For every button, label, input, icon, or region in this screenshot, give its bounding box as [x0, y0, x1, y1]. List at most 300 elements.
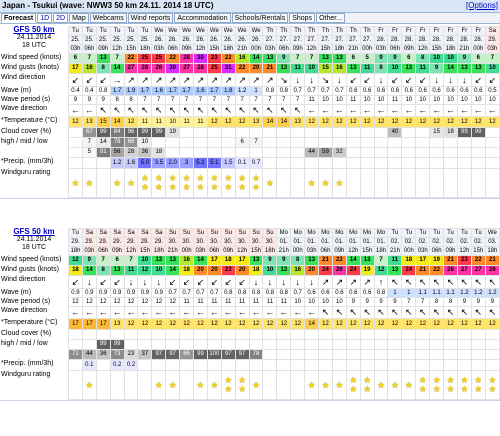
cloud-mid-cell	[416, 340, 430, 350]
star-icon: ★	[251, 173, 261, 183]
direction-arrow-icon: ←	[69, 105, 83, 117]
wave-cell: 0.8	[235, 289, 249, 298]
star-icon: ★	[265, 177, 274, 188]
hours-cell: 06h	[209, 248, 220, 254]
star-icon: ★	[460, 375, 469, 385]
precip-cell: 0.1	[82, 360, 96, 371]
wind-gusts-cell: 13	[402, 64, 416, 74]
precip-cell	[152, 360, 166, 371]
tab-bar	[0, 13, 500, 24]
dates-cell: 30.	[249, 238, 263, 247]
days-cell: Sa	[138, 229, 152, 238]
direction-arrow-icon: ↗	[124, 74, 138, 87]
dates-cell: 30.	[180, 238, 194, 247]
wave-period-cell: 7	[402, 298, 416, 307]
rating-cell	[457, 371, 471, 400]
rating-cell	[319, 371, 333, 400]
hours-cell: 00h	[292, 248, 303, 254]
dates-cell: 26.	[194, 36, 208, 45]
hours-cell: 18h	[223, 46, 234, 52]
tab-webcams[interactable]: Webcams	[90, 13, 127, 23]
wind-gusts-cell: 21	[263, 64, 277, 74]
label-windguru-rating: Windguru rating	[1, 169, 51, 176]
rating-cell	[277, 371, 291, 400]
direction-arrow-icon: ↙	[180, 276, 194, 289]
cloud-mid-cell	[263, 138, 277, 148]
cloud-high-cell	[263, 330, 277, 340]
label-cloud-cover-sub: high / mid / low	[1, 138, 48, 145]
dates-cell: 28.	[388, 36, 402, 45]
wind-speed-cell: 10	[444, 54, 458, 64]
cloud-high-cell	[332, 128, 346, 138]
precip-cell	[263, 158, 277, 169]
direction-arrow-icon: ←	[96, 307, 110, 319]
wave-cell: 0.8	[263, 289, 277, 298]
model-run-utc: 18 UTC	[21, 244, 47, 251]
direction-arrow-icon: ↙	[166, 276, 180, 289]
wind-gusts-cell: 13	[471, 64, 485, 74]
temperature-cell: 13	[249, 117, 263, 128]
days-cell: Mo	[277, 229, 291, 238]
wave-period-cell: 11	[221, 298, 235, 307]
temperature-cell: 12	[402, 319, 416, 330]
dates-cell: 25.	[82, 36, 96, 45]
precip-cell: 2.0	[166, 158, 180, 169]
direction-arrow-icon: ←	[277, 307, 291, 319]
rating-cell	[402, 371, 416, 400]
cloud-high-cell	[402, 128, 416, 138]
wave-cell: 0.9	[110, 289, 124, 298]
dates-cell: 28.	[444, 36, 458, 45]
hours-cell: 15h	[139, 248, 150, 254]
cloud-low-cell	[416, 148, 430, 158]
wave-cell: 0.6	[444, 87, 458, 96]
cloud-mid-cell	[471, 138, 485, 148]
wave-cell: 0.6	[416, 87, 430, 96]
wave-cell: 0.7	[194, 289, 208, 298]
cloud-mid-cell	[485, 340, 499, 350]
temperature-cell: 12	[207, 319, 221, 330]
hours-cell: 15h	[209, 46, 220, 52]
direction-arrow-icon: ↖	[346, 307, 360, 319]
wind-speed-cell: 17	[416, 256, 430, 266]
precip-cell	[416, 158, 430, 169]
cloud-high-cell	[69, 330, 83, 340]
precip-cell	[82, 158, 96, 169]
precip-cell: 1.2	[110, 158, 124, 169]
dates-cell: 25.	[124, 36, 138, 45]
temperature-cell: 14	[110, 117, 124, 128]
days-cell: Sa	[110, 229, 124, 238]
rating-cell	[110, 371, 124, 400]
wave-cell: 1.8	[221, 87, 235, 96]
wave-cell: 0.4	[69, 87, 83, 96]
precip-cell	[346, 360, 360, 371]
wind-speed-cell: 13	[166, 256, 180, 266]
wind-gusts-cell: 31	[221, 64, 235, 74]
wind-gusts-cell: 8	[96, 266, 110, 276]
wave-cell: 0.6	[457, 87, 471, 96]
direction-arrow-icon: ↙	[360, 74, 374, 87]
dates-cell: 01.	[291, 238, 305, 247]
direction-arrow-icon: ↖	[374, 307, 388, 319]
cloud-high-cell	[388, 330, 402, 340]
wind-gusts-cell: 14	[82, 266, 96, 276]
cloud-low-cell	[485, 148, 499, 158]
wind-gusts-cell: 12	[374, 266, 388, 276]
days-cell: Fr	[471, 27, 485, 36]
temperature-cell: 12	[319, 319, 333, 330]
direction-arrow-icon: ↓	[444, 74, 458, 87]
cloud-low-cell	[374, 350, 388, 360]
cloud-high-cell	[291, 128, 305, 138]
cloud-low-cell	[291, 350, 305, 360]
dates-cell: 25.	[110, 36, 124, 45]
temperature-cell: 12	[402, 117, 416, 128]
wind-gusts-cell: 14	[166, 266, 180, 276]
days-cell: Sa	[82, 229, 96, 238]
direction-arrow-icon: ↓	[457, 74, 471, 87]
cloud-high-cell	[221, 330, 235, 340]
hours-cell: 12h	[112, 46, 123, 52]
wave-cell: 0.7	[166, 289, 180, 298]
wind-speed-cell: 7	[110, 54, 124, 64]
temperature-cell: 17	[69, 319, 83, 330]
cloud-high-cell: 40	[388, 128, 402, 138]
days-cell: Mo	[319, 229, 333, 238]
rating-cell	[346, 371, 360, 400]
precip-cell	[96, 158, 110, 169]
rating-cell	[416, 169, 430, 198]
temperature-cell: 11	[152, 117, 166, 128]
wind-speed-cell: 11	[388, 256, 402, 266]
wind-gusts-cell: 10	[305, 64, 319, 74]
wave-period-cell: 7	[194, 96, 208, 105]
cloud-low-cell: 97	[235, 350, 249, 360]
direction-arrow-icon: ←	[291, 307, 305, 319]
cloud-high-cell	[332, 330, 346, 340]
wind-gusts-cell: 27	[124, 64, 138, 74]
days-cell: Tu	[471, 229, 485, 238]
cloud-low-cell	[346, 350, 360, 360]
dates-cell: 25.	[96, 36, 110, 45]
dates-cell: 02.	[471, 238, 485, 247]
star-icon: ★	[377, 379, 386, 390]
temperature-cell: 17	[96, 319, 110, 330]
days-cell: Sa	[124, 229, 138, 238]
cloud-low-cell: 97	[152, 350, 166, 360]
direction-arrow-icon: ↗	[152, 74, 166, 87]
cloud-low-cell: 5	[82, 148, 96, 158]
direction-arrow-icon: ↓	[82, 276, 96, 289]
cloud-mid-cell	[374, 340, 388, 350]
direction-arrow-icon: ↖	[319, 307, 333, 319]
cloud-mid-cell	[194, 138, 208, 148]
dates-cell: 29.	[69, 238, 83, 247]
cloud-high-cell: 99	[457, 128, 471, 138]
rating-cell	[82, 371, 96, 400]
cloud-low-cell: 99	[194, 350, 208, 360]
rating-cell	[374, 371, 388, 400]
hours-cell: 12h	[348, 248, 359, 254]
precip-cell	[374, 360, 388, 371]
wind-gusts-cell: 10	[152, 266, 166, 276]
wave-period-cell: 7	[263, 96, 277, 105]
dates-cell: 26.	[166, 36, 180, 45]
cloud-high-cell	[305, 128, 319, 138]
rating-cell	[180, 371, 194, 400]
cloud-mid-cell	[346, 340, 360, 350]
star-icon: ★	[168, 379, 177, 390]
days-cell: Fr	[402, 27, 416, 36]
wave-period-cell: 9	[69, 96, 83, 105]
temperature-cell: 12	[471, 117, 485, 128]
star-icon: ★	[474, 384, 483, 394]
precip-cell	[291, 360, 305, 371]
star-icon: ★	[460, 384, 469, 394]
precip-cell	[388, 360, 402, 371]
tab-map[interactable]: Map	[69, 13, 89, 23]
cloud-mid-cell	[277, 138, 291, 148]
row-wave-dir	[69, 307, 500, 319]
cloud-low-cell	[416, 350, 430, 360]
precip-cell	[166, 360, 180, 371]
row-wave-period	[69, 298, 500, 307]
cloud-mid-cell	[388, 138, 402, 148]
wave-cell: 0.6	[346, 87, 360, 96]
cloud-mid-cell	[332, 340, 346, 350]
direction-arrow-icon: ←	[166, 307, 180, 319]
direction-arrow-icon: ↙	[416, 74, 430, 87]
dates-cell: 01.	[374, 238, 388, 247]
wind-speed-cell: 9	[388, 54, 402, 64]
temperature-cell: 12	[124, 117, 138, 128]
hours-cell: 15h	[126, 46, 137, 52]
cloud-mid-cell	[82, 340, 96, 350]
days-cell: Fr	[416, 27, 430, 36]
label-wind-gusts: Wind gusts (knots)	[1, 266, 59, 273]
wind-speed-cell: 17	[207, 256, 221, 266]
rating-cell	[305, 371, 319, 400]
wave-cell: 0.7	[291, 289, 305, 298]
wave-cell: 0.6	[360, 87, 374, 96]
hours-cell: 15h	[251, 248, 262, 254]
cloud-mid-cell	[69, 340, 83, 350]
wave-period-cell: 12	[110, 298, 124, 307]
wave-period-cell: 9	[485, 298, 499, 307]
tab-1d[interactable]: 1D	[37, 13, 52, 23]
cloud-high-cell	[82, 330, 96, 340]
tab-other[interactable]: Other...	[316, 13, 345, 23]
wave-cell: 1	[249, 87, 263, 96]
star-icon: ★	[126, 177, 136, 188]
temperature-cell: 12	[471, 319, 485, 330]
wind-gusts-cell: 13	[346, 64, 360, 74]
direction-arrow-icon: ↖	[249, 105, 263, 117]
direction-arrow-icon: ↖	[444, 276, 458, 289]
direction-arrow-icon: ←	[388, 105, 402, 117]
hours-cell: 18h	[153, 248, 164, 254]
wave-cell: 1.2	[485, 289, 499, 298]
days-cell: Th	[305, 27, 319, 36]
tab-forecast[interactable]: Forecast	[1, 13, 36, 23]
precip-cell	[291, 158, 305, 169]
direction-arrow-icon: ←	[430, 105, 444, 117]
cloud-low-cell	[194, 148, 208, 158]
tab-wind-reports[interactable]: Wind reports	[128, 13, 174, 23]
direction-arrow-icon: ↖	[138, 105, 152, 117]
direction-arrow-icon: ←	[69, 307, 83, 319]
precip-cell	[360, 360, 374, 371]
model-run-date: 24.11.2014	[16, 34, 52, 41]
precip-cell	[277, 360, 291, 371]
direction-arrow-icon: ↓	[291, 74, 305, 87]
options-link[interactable]: [Options]	[465, 1, 498, 10]
wave-period-cell: 7	[291, 96, 305, 105]
row-cloud-high	[69, 128, 500, 138]
direction-arrow-icon: ↓	[374, 74, 388, 87]
days-cell: Fr	[388, 27, 402, 36]
cloud-high-cell: 99	[471, 128, 485, 138]
precip-cell	[402, 158, 416, 169]
wind-gusts-cell: 13	[110, 266, 124, 276]
rating-cell	[430, 371, 444, 400]
direction-arrow-icon: →	[110, 74, 124, 87]
rating-cell	[207, 371, 221, 400]
cloud-mid-cell	[194, 340, 208, 350]
wind-gusts-cell: 21	[416, 266, 430, 276]
cloud-low-cell	[305, 350, 319, 360]
wind-speed-cell: 9	[457, 54, 471, 64]
hours-cell: 09h	[292, 46, 303, 52]
star-icon: ★	[251, 379, 261, 390]
row-wind-speed	[69, 256, 500, 266]
tab-schools-rentals[interactable]: Schools/Rentals	[232, 13, 289, 23]
hours-cell: 00h	[181, 248, 192, 254]
wave-period-cell: 7	[235, 96, 249, 105]
cloud-high-cell	[346, 330, 360, 340]
wave-period-cell: 10	[332, 298, 346, 307]
rating-cell	[430, 169, 444, 198]
wave-period-cell: 9	[374, 298, 388, 307]
cloud-low-cell	[444, 350, 458, 360]
direction-arrow-icon: ↙	[96, 74, 110, 87]
wave-cell: 1.1	[416, 289, 430, 298]
wave-cell: 1.2	[235, 87, 249, 96]
temperature-cell: 12	[180, 319, 194, 330]
temperature-cell: 12	[221, 319, 235, 330]
cloud-low-cell	[388, 148, 402, 158]
rating-cell	[235, 371, 249, 400]
cloud-high-cell	[249, 330, 263, 340]
star-icon: ★	[418, 384, 427, 394]
rating-cell	[235, 169, 249, 198]
cloud-mid-cell	[291, 138, 305, 148]
dates-cell: 01.	[305, 238, 319, 247]
tab-accommodation[interactable]: Accommodation	[174, 13, 230, 23]
cloud-low-cell: 23	[124, 350, 138, 360]
direction-arrow-icon: ↖	[416, 307, 430, 319]
hours-cell: 06h	[431, 248, 442, 254]
direction-arrow-icon: ←	[138, 307, 152, 319]
dates-cell: 02.	[402, 238, 416, 247]
wave-cell: 1.1	[430, 289, 444, 298]
cloud-high-cell	[180, 128, 194, 138]
model-name-link[interactable]: GFS 50 km	[13, 25, 55, 34]
tab-shops[interactable]: Shops	[289, 13, 315, 23]
cloud-mid-cell	[346, 138, 360, 148]
wave-period-cell: 12	[152, 298, 166, 307]
rating-cell	[319, 169, 333, 198]
star-icon: ★	[321, 379, 330, 390]
row-days	[69, 27, 500, 36]
cloud-high-cell	[277, 330, 291, 340]
direction-arrow-icon: ↖	[332, 307, 346, 319]
dates-cell: 28.	[416, 36, 430, 45]
wind-gusts-cell: 20	[249, 64, 263, 74]
direction-arrow-icon: ↓	[138, 276, 152, 289]
days-cell: Fr	[444, 27, 458, 36]
wind-gusts-cell: 24	[319, 266, 333, 276]
direction-arrow-icon: ↖	[96, 105, 110, 117]
wave-cell: 1.1	[444, 289, 458, 298]
star-icon: ★	[488, 375, 497, 385]
dates-cell: 03.	[485, 238, 499, 247]
direction-arrow-icon: ←	[346, 105, 360, 117]
temperature-cell: 12	[388, 319, 402, 330]
wind-speed-cell: 16	[180, 256, 194, 266]
rating-cell	[291, 371, 305, 400]
label-cloud-cover: Cloud cover (%)	[1, 128, 52, 135]
precip-cell	[249, 360, 263, 371]
star-icon: ★	[154, 379, 163, 390]
cloud-high-cell	[471, 330, 485, 340]
model-name-link[interactable]: GFS 50 km	[13, 227, 55, 236]
wind-gusts-cell: 27	[457, 266, 471, 276]
temperature-cell: 11	[194, 117, 208, 128]
days-cell: Tu	[82, 27, 96, 36]
star-icon: ★	[238, 182, 247, 192]
direction-arrow-icon: ↙	[82, 74, 96, 87]
dates-cell: 28.	[457, 36, 471, 45]
days-cell: Tu	[457, 229, 471, 238]
temperature-cell: 14	[277, 117, 291, 128]
days-cell: Tu	[110, 27, 124, 36]
direction-arrow-icon: ↖	[471, 307, 485, 319]
row-wind-dir	[69, 276, 500, 289]
row-wave	[69, 289, 500, 298]
rating-cell	[485, 169, 499, 198]
cloud-high-cell	[457, 330, 471, 340]
dates-cell: 29.	[96, 238, 110, 247]
temperature-cell: 13	[110, 319, 124, 330]
cloud-mid-cell	[277, 340, 291, 350]
direction-arrow-icon: ↗	[319, 276, 333, 289]
hours-cell: 03h	[84, 248, 95, 254]
direction-arrow-icon: ↖	[416, 276, 430, 289]
cloud-high-cell	[166, 330, 180, 340]
wind-gusts-cell: 13	[277, 266, 291, 276]
wave-cell: 0.6	[430, 87, 444, 96]
tab-2d[interactable]: 2D	[53, 13, 68, 23]
dates-cell: 26.	[249, 36, 263, 45]
star-icon: ★	[238, 173, 247, 183]
direction-arrow-icon: ↙	[388, 74, 402, 87]
hours-cell: 03h	[153, 46, 164, 52]
cloud-high-cell	[402, 330, 416, 340]
wind-speed-cell: 8	[416, 54, 430, 64]
wave-period-cell: 10	[332, 96, 346, 105]
